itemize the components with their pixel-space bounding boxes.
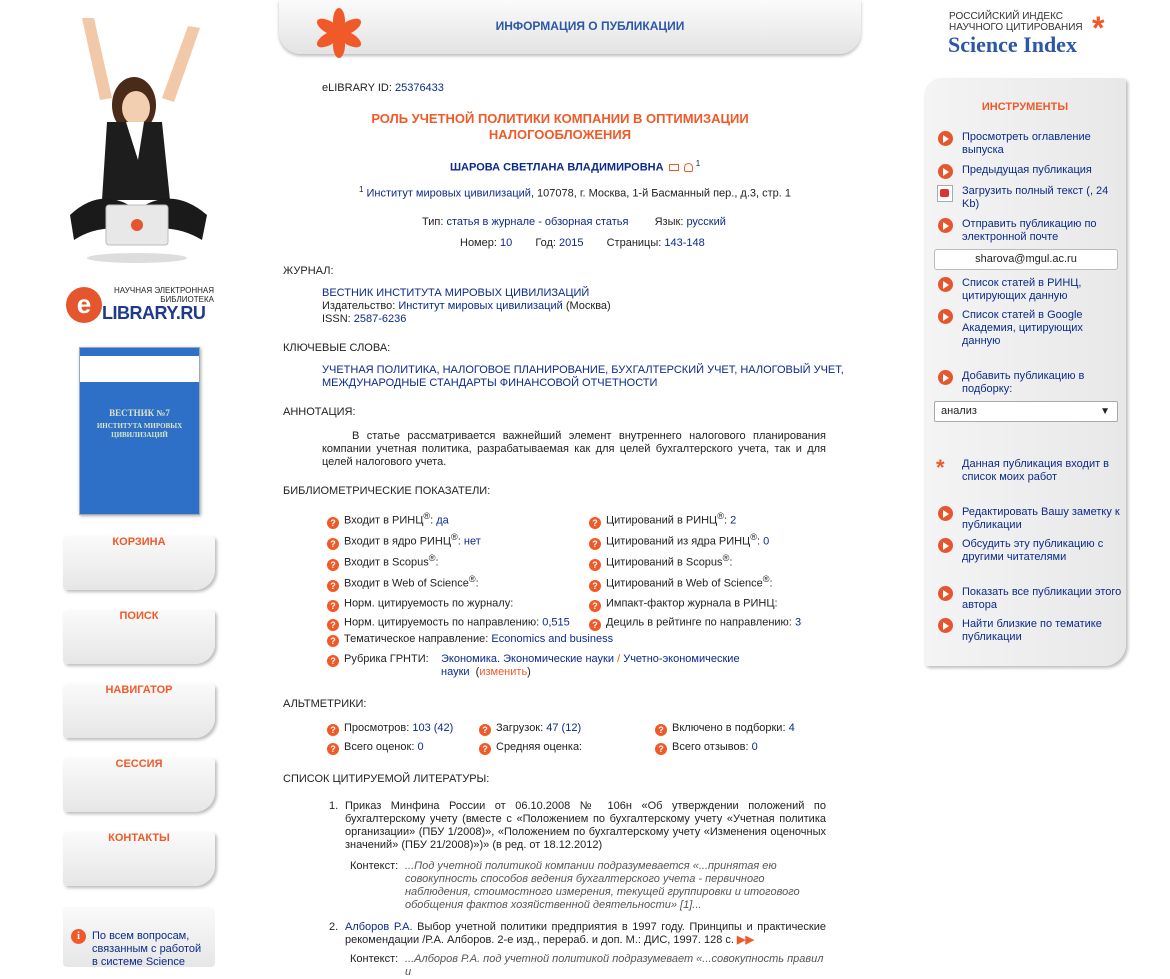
keywords-line-2[interactable]: МЕЖДУНАРОДНЫЕ СТАНДАРТЫ ФИНАНСОВОЙ ОТЧЕТНОСТИ <box>322 377 658 389</box>
asterisk-icon: * <box>936 455 945 480</box>
ref-1-number: 1. <box>329 800 339 812</box>
help-icon[interactable]: ? <box>589 517 601 529</box>
cover-header-band <box>80 356 199 382</box>
biblio-left-4: ? Норм. цитируемость по журналу: <box>327 594 513 612</box>
journal-name <box>322 287 589 299</box>
type-row <box>422 216 726 228</box>
ref-2-context-label: Контекст: <box>350 953 399 965</box>
language-label: Язык: <box>654 216 684 228</box>
biblio-right-2: ? Цитирований в Scopus®: <box>589 553 732 571</box>
biblio-right-3: ? Цитирований в Web of Science®: <box>589 574 773 592</box>
grnti-values-2: науки (изменить) <box>441 666 531 678</box>
tool-send-email[interactable]: Отправить публикацию по электронной почте <box>962 218 1097 243</box>
tool-prev-publication[interactable]: Предыдущая публикация <box>962 164 1092 176</box>
ref-2-text: Выбор учетной политики предприятия в 1997 году. Принципы и практические рекомендации /Р.А. Алборов. 2-е изд., перераб. и доп. М.: ДИС, 1997. 128 с. <box>345 921 826 946</box>
play-icon <box>938 538 953 553</box>
nav-search-button[interactable]: ПОИСК <box>63 610 215 664</box>
author-row <box>450 159 700 174</box>
author-link[interactable]: ШАРОВА СВЕТЛАНА ВЛАДИМИРОВНА <box>450 161 664 174</box>
alt-views: ? Просмотров: 103 (42) <box>327 722 453 736</box>
year-value[interactable]: 2015 <box>559 237 584 249</box>
abstract-label: АННОТАЦИЯ: <box>283 406 356 418</box>
thematic-link[interactable]: Economics and business <box>491 633 614 645</box>
altmetrics-label: АЛЬТМЕТРИКИ: <box>283 698 367 710</box>
alt-downloads: ? Загрузок: 47 (12) <box>479 722 581 736</box>
grnti-link-2[interactable]: Учетно-экономические <box>623 653 740 665</box>
help-icon[interactable]: ? <box>479 724 491 736</box>
person-icon[interactable] <box>684 163 693 172</box>
collection-selected: анализ <box>941 405 977 417</box>
affil-sup: 1 <box>359 185 364 194</box>
tools-header: ИНСТРУМЕНТЫ <box>981 101 1069 113</box>
biblio-left-1: ? Входит в ядро РИНЦ®: нет <box>327 532 481 550</box>
ref-2-author-link[interactable]: Алборов Р.А. <box>345 921 413 933</box>
dropdown-arrow-icon: ▼ <box>1100 406 1110 417</box>
biblio-label: БИБЛИОМЕТРИЧЕСКИЕ ПОКАЗАТЕЛИ: <box>283 485 491 497</box>
asterisk-icon: * <box>1092 10 1105 46</box>
pdf-icon <box>937 185 953 202</box>
forward-icon[interactable]: ▶▶ <box>737 934 754 946</box>
issn-label: ISSN: <box>322 313 351 325</box>
elibrary-logo[interactable] <box>64 283 219 328</box>
biblio-left-0: ? Входит в РИНЦ®: да <box>327 511 449 529</box>
affiliation-link[interactable]: Институт мировых цивилизаций <box>366 187 531 200</box>
help-icon[interactable]: ? <box>479 743 491 755</box>
help-icon[interactable]: ? <box>327 655 339 667</box>
type-value[interactable]: статья в журнале - обзорная статья <box>446 216 629 228</box>
help-icon[interactable]: ? <box>655 743 667 755</box>
biblio-left-5: ? Норм. цитируемость по направлению: 0,515 <box>327 613 570 631</box>
logo-tagline: НАУЧНАЯ ЭЛЕКТРОННАЯ БИБЛИОТЕКА <box>114 286 214 304</box>
cover-subtitle: ИНСТИТУТА МИРОВЫХ ЦИВИЛИЗАЦИЙ <box>96 422 183 439</box>
tool-view-toc[interactable]: Просмотреть оглавление выпуска <box>962 131 1091 156</box>
help-icon[interactable]: ? <box>589 559 601 571</box>
info-icon: i <box>71 929 86 944</box>
help-icon[interactable]: ? <box>589 619 601 631</box>
tool-my-works[interactable]: Данная публикация входит в список моих работ <box>962 458 1110 483</box>
grnti-link-2-cont[interactable]: науки <box>441 666 470 678</box>
play-icon <box>938 218 953 233</box>
tools-panel <box>924 78 1126 666</box>
nav-cart-button[interactable]: КОРЗИНА <box>63 536 215 590</box>
biblio-right-4: ? Импакт-фактор журнала в РИНЦ: <box>589 594 778 612</box>
play-icon <box>938 164 953 179</box>
hero-illustration <box>62 10 212 265</box>
journal-link[interactable]: ВЕСТНИК ИНСТИТУТА МИРОВЫХ ЦИВИЛИЗАЦИЙ <box>322 287 590 299</box>
ref-2 <box>345 921 826 947</box>
tool-similar-publications[interactable]: Найти близкие по тематике публикации <box>962 618 1102 643</box>
si-line-1: РОССИЙСКИЙ ИНДЕКС НАУЧНОГО ЦИТИРОВАНИЯ <box>949 11 1083 33</box>
keywords-label: КЛЮЧЕВЫЕ СЛОВА: <box>283 342 391 354</box>
tool-rinc-citing[interactable]: Список статей в РИНЦ, цитирующих данную <box>962 277 1082 302</box>
help-icon[interactable]: ? <box>327 559 339 571</box>
abstract-text: В статье рассматривается важнейший элемент внутреннего налогового планирования компании учетная политика, разрабатываемая как для целей бухгалтерского учета, так и для целей налогового учета. <box>322 430 826 468</box>
nav-navigator-button[interactable]: НАВИГАТОР <box>63 684 215 738</box>
grnti-row <box>327 653 429 667</box>
biblio-left-3: ? Входит в Web of Science®: <box>327 574 479 592</box>
issue-row <box>460 237 705 249</box>
thematic-label: Тематическое направление: <box>344 633 489 645</box>
elibrary-id-label: eLIBRARY ID: <box>322 82 392 94</box>
biblio-left-2: ? Входит в Scopus®: <box>327 553 439 571</box>
ref-1-context-label: Контекст: <box>350 860 399 872</box>
grnti-link-1[interactable]: Экономика. Экономические науки <box>441 653 615 665</box>
number-value[interactable]: 10 <box>499 237 513 249</box>
help-icon[interactable]: ? <box>589 580 601 592</box>
tool-discuss[interactable]: Обсудить эту публикацию с другими читателями <box>962 538 1104 563</box>
help-text[interactable]: По всем вопросам, связанным с работой в системе Science <box>92 930 202 968</box>
biblio-right-1: ? Цитирований из ядра РИНЦ®: 0 <box>589 532 769 550</box>
publication-title: РОЛЬ УЧЕТНОЙ ПОЛИТИКИ КОМПАНИИ В ОПТИМИЗАЦИИ НАЛОГООБЛОЖЕНИЯ <box>371 111 749 142</box>
number-label: Номер: <box>460 237 497 249</box>
help-icon[interactable]: ? <box>327 743 339 755</box>
page-banner <box>279 0 861 54</box>
journal-cover[interactable] <box>79 347 200 515</box>
type-label: Тип: <box>422 216 444 228</box>
nav-session-button[interactable]: СЕССИЯ <box>63 758 215 812</box>
elibrary-id <box>322 82 444 94</box>
tool-google-citing[interactable]: Список статей в Google Академия, цитирующих данную <box>962 309 1083 347</box>
publisher-row <box>322 300 611 312</box>
elibrary-id-link[interactable]: 25376433 <box>394 82 444 94</box>
help-icon[interactable]: ? <box>589 538 601 550</box>
language-value[interactable]: русский <box>686 216 726 228</box>
grnti-values <box>441 653 740 665</box>
pages-label: Страницы: <box>606 237 662 249</box>
references-label: СПИСОК ЦИТИРУЕМОЙ ЛИТЕРАТУРЫ: <box>283 773 490 785</box>
help-icon[interactable]: ? <box>327 538 339 550</box>
biblio-right-5: ? Дециль в рейтинге по направлению: 3 <box>589 613 801 631</box>
ref-2-context: ...Алборов Р.А. под учетной политикой подразумевает «...совокупность правил и <box>405 953 824 978</box>
pages-value[interactable]: 143-148 <box>664 237 705 249</box>
year-label: Год: <box>535 237 556 249</box>
tool-edit-note[interactable]: Редактировать Вашу заметку к публикации <box>962 506 1120 531</box>
help-icon[interactable]: ? <box>327 635 339 647</box>
email-icon[interactable] <box>669 164 679 171</box>
left-column <box>0 0 230 968</box>
email-input[interactable]: sharova@mgul.ac.ru <box>934 249 1118 270</box>
ref-1-context: ...Под учетной политикой компании подразумевается «...принятая ею совокупность способов ведения бухгалтерского учета - первичного наблюдения, стоимостного измерения, текущей группировки и итогового обобщения фактов хозяйственной деятельности» [1]... <box>405 860 800 911</box>
alt-reviews: ? Всего отзывов: 0 <box>655 741 758 755</box>
ref-2-number: 2. <box>329 921 339 933</box>
help-icon[interactable]: ? <box>327 724 339 736</box>
alt-collections: ? Включено в подборки: 4 <box>655 722 795 736</box>
logo-name: LIBRARY.RU <box>102 303 206 323</box>
play-icon <box>938 586 953 601</box>
issn-row <box>322 313 406 325</box>
help-icon[interactable]: ? <box>327 619 339 631</box>
help-icon[interactable]: ? <box>327 517 339 529</box>
tool-add-to-collection[interactable]: Добавить публикацию в подборку: <box>962 370 1085 395</box>
help-icon[interactable]: ? <box>589 600 601 612</box>
tool-download-fulltext[interactable]: Загрузить полный текст (, 24 Kb) <box>962 185 1109 210</box>
publisher-label: Издательство: <box>322 300 396 312</box>
grnti-edit-link[interactable]: изменить <box>479 666 528 678</box>
help-icon[interactable]: ? <box>655 724 667 736</box>
help-box <box>63 907 215 967</box>
affiliation-row <box>359 185 791 200</box>
ref-1-text: Приказ Минфина России от 06.10.2008 № 106н «Об утверждении положений по бухгалтерскому учету (вместе с «Положением по бухгалтерскому учету «Учетная политика организации» (ПБУ 1/2008)», «Положением по бухгалтерскому учету «Изменения оценочных значений» (ПБУ 21/2008)»)» (в ред. от 18.12.2012) <box>345 800 826 851</box>
help-icon[interactable]: ? <box>327 600 339 612</box>
publisher-city: (Москва) <box>565 300 611 312</box>
flower-decoration-icon <box>309 8 369 58</box>
author-affil-sup: 1 <box>695 159 701 168</box>
alt-ratings: ? Всего оценок: 0 <box>327 741 424 755</box>
publisher-link[interactable]: Институт мировых цивилизаций <box>398 300 563 312</box>
biblio-right-0: ? Цитирований в РИНЦ®: 2 <box>589 511 736 529</box>
play-icon <box>938 506 953 521</box>
collection-select[interactable] <box>934 401 1118 422</box>
play-icon <box>938 618 953 633</box>
tool-author-publications[interactable]: Показать все публикации этого автора <box>962 586 1122 611</box>
play-icon <box>938 370 953 385</box>
thematic-row <box>327 633 613 647</box>
keywords-line-1[interactable]: УЧЕТНАЯ ПОЛИТИКА, НАЛОГОВОЕ ПЛАНИРОВАНИЕ, БУХГАЛТЕРСКИЙ УЧЕТ, НАЛОГОВЫЙ УЧЕТ, <box>322 364 844 376</box>
grnti-label: Рубрика ГРНТИ: <box>344 653 429 665</box>
play-icon <box>938 131 953 146</box>
grnti-separator: / <box>617 653 621 665</box>
nav-contacts-button[interactable]: КОНТАКТЫ <box>63 832 215 886</box>
journal-label: ЖУРНАЛ: <box>283 265 334 277</box>
issn-link[interactable]: 2587-6236 <box>353 313 407 325</box>
help-icon[interactable]: ? <box>327 580 339 592</box>
science-index-logo[interactable] <box>948 10 1123 60</box>
si-name: Science Index <box>948 32 1077 57</box>
alt-avg-rating: ? Средняя оценка: <box>479 741 582 755</box>
page-title: ИНФОРМАЦИЯ О ПУБЛИКАЦИИ <box>495 19 685 33</box>
affiliation-address: , 107078, г. Москва, 1-й Басманный пер., д.3, стр. 1 <box>530 187 792 200</box>
cover-title: ВЕСТНИК №7 <box>109 408 170 418</box>
elibrary-logo-mark: e <box>66 287 102 323</box>
play-icon <box>938 309 953 324</box>
play-icon <box>938 277 953 292</box>
